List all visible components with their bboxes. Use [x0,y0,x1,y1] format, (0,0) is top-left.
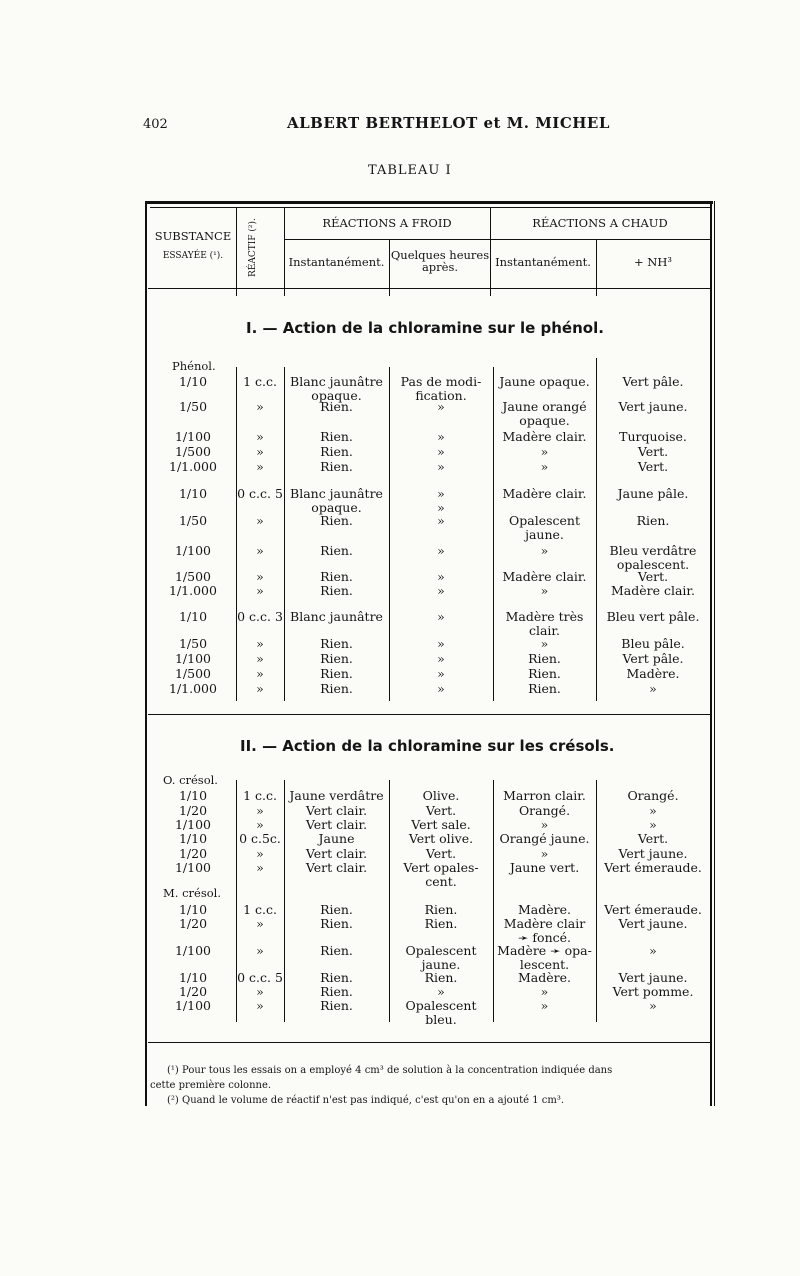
cell-conc: 1/20 [178,846,208,861]
cell-apres: » [437,543,445,558]
cell-conc: 1/100 [174,943,212,958]
cell-conc: 1/10 [178,374,208,389]
col-header-quelques-heures: Quelques heures après. [390,248,490,275]
cell-nh3: Madère clair. [610,583,696,598]
col-header-substance: SUBSTANCE [154,229,232,243]
cell-apres: » [437,513,445,528]
cell-nh3: Vert jaune. [618,916,688,931]
cell-nh3: » [649,803,657,818]
cell-apres: Vert. [425,846,457,861]
cell-reactif: » [256,569,264,584]
table-title: TABLEAU I [368,163,452,178]
cell-conc: 1/100 [174,429,212,444]
cell-reactif: » [256,399,264,414]
cell-conc: 1/1.000 [169,583,217,598]
cell-conc: 1/100 [174,998,212,1013]
section-title-cresols: II. — Action de la chloramine sur les crésols. [240,737,615,755]
cell-inst: Vert clair. [305,817,368,832]
cell-conc: 1/10 [178,970,208,985]
col-divider-header [236,208,237,296]
cell-chaud: Rien. [528,651,561,666]
cell-chaud: Madère ➛ opa- lescent. [497,943,592,972]
cell-inst: Blanc jaunâtre [290,609,383,624]
cell-reactif: » [256,636,264,651]
cell-inst: Rien. [320,399,353,414]
cell-apres: » [437,459,445,474]
col-header-instant-froid: Instantanément. [288,255,385,269]
cell-apres: » [437,444,445,459]
cell-inst: Blanc jaunâtre opaque. [290,486,383,515]
cell-conc: 1/1.000 [169,681,217,696]
cell-conc: 1/20 [178,803,208,818]
cell-chaud: » [540,459,549,474]
cell-conc: 1/100 [174,543,212,558]
cell-inst: Rien. [320,583,353,598]
footnote-1: (¹) Pour tous les essais on a employé 4 cm³ de solution à la concentration indiquée dans [167,1065,613,1076]
group-label-m-cresol: M. crésol. [163,886,221,900]
section-title-phenol: I. — Action de la chloramine sur le phénol. [246,319,604,337]
cell-chaud: Madère clair. [502,429,587,444]
footnote-1-cont: cette première colonne. [150,1080,272,1091]
cell-chaud: Orangé jaune. [499,831,590,846]
cell-nh3: Vert. [637,831,669,846]
cell-reactif: 0 c.c. 3 [237,609,283,624]
cell-conc: 1/10 [178,831,208,846]
cell-nh3: Vert pâle. [622,374,684,389]
cell-reactif: » [256,583,264,598]
cell-nh3: Vert jaune. [618,399,688,414]
cell-reactif: » [256,651,264,666]
cell-nh3: Bleu verdâtre opalescent. [609,543,697,572]
cell-reactif: » [256,459,264,474]
cell-inst: Jaune verdâtre [289,788,384,803]
cell-inst: Rien. [320,943,353,958]
cell-inst: Vert clair. [305,860,368,875]
cell-apres: » [437,666,445,681]
cell-reactif: » [256,998,264,1013]
cell-nh3: Rien. [636,513,670,528]
cell-conc: 1/1.000 [169,459,217,474]
cell-apres: » [437,569,445,584]
cell-inst: Rien. [320,429,353,444]
cell-inst: Blanc jaunâtre opaque. [290,374,383,403]
cell-nh3: Vert. [637,569,669,584]
cell-nh3: Vert jaune. [618,970,688,985]
group-label-phenol: Phénol. [172,359,216,373]
cell-chaud: Marron clair. [503,788,586,803]
cell-nh3: Vert émeraude. [604,902,702,917]
cell-reactif: » [256,943,264,958]
cell-inst: Jaune [318,831,355,846]
cell-apres: » [437,429,445,444]
cell-apres: » [437,609,445,624]
cell-reactif: 0 c.c. 5 [237,970,283,985]
cell-chaud: Jaune vert. [509,860,580,875]
cell-reactif: 1 c.c. [243,788,277,803]
header-bottom-rule [148,288,710,289]
cell-chaud: Rien. [528,681,561,696]
cell-apres: Opalescent bleu. [405,998,477,1027]
table-right-border [710,201,712,1106]
cell-nh3: Vert jaune. [618,846,688,861]
table-right-border-outer [714,201,715,1106]
cell-apres: » [437,651,445,666]
cell-conc: 1/50 [178,513,208,528]
cell-reactif: 1 c.c. [243,374,277,389]
section-divider-rule [148,714,710,715]
cell-reactif: » [256,666,264,681]
cell-nh3: Turquoise. [619,429,687,444]
cell-conc: 1/100 [174,651,212,666]
cell-reactif: » [256,681,264,696]
cell-apres: » [437,399,445,414]
cell-chaud: Jaune opaque. [499,374,590,389]
cell-chaud: Jaune orangé opaque. [502,399,587,428]
cell-nh3: Vert. [637,444,669,459]
cell-reactif: » [256,860,264,875]
col-header-nh3: + NH³ [634,255,672,269]
cell-nh3: » [649,943,657,958]
cell-reactif: » [256,803,264,818]
cell-nh3: » [649,817,657,832]
cell-chaud: Madère clair ➛ foncé. [503,916,586,945]
cell-nh3: Vert pomme. [612,984,694,999]
cell-apres: Olive. [422,788,460,803]
cell-apres: » [437,681,445,696]
table-top-border [145,201,713,204]
cell-conc: 1/500 [174,666,212,681]
cell-chaud: » [540,444,549,459]
cell-inst: Vert clair. [305,803,368,818]
cell-chaud: » [540,636,549,651]
cell-inst: Rien. [320,651,353,666]
cell-nh3: Vert pâle. [622,651,684,666]
cell-reactif: 1 c.c. [243,902,277,917]
cell-reactif: » [256,846,264,861]
page-number: 402 [143,117,168,132]
cell-apres: » [437,636,445,651]
cell-conc: 1/10 [178,609,208,624]
cell-inst: Vert clair. [305,846,368,861]
col-header-reactif: RÉACTIF (²). [248,218,258,278]
cell-conc: 1/100 [174,860,212,875]
cell-apres: » » [437,486,445,515]
cell-conc: 1/20 [178,916,208,931]
cell-chaud: Rien. [528,666,561,681]
cell-apres: Rien. [424,970,458,985]
cell-inst: Rien. [320,970,353,985]
cell-conc: 1/10 [178,902,208,917]
cell-nh3: Jaune pâle. [617,486,689,501]
cell-apres: Opalescent jaune. [405,943,477,972]
cell-reactif: 0 c.c. 5 [237,486,283,501]
cell-chaud: Madère clair. [502,486,587,501]
cell-inst: Rien. [320,984,353,999]
cell-reactif: » [256,429,264,444]
col-header-instant-chaud: Instantanément. [495,255,591,269]
col-header-froid: RÉACTIONS A FROID [322,216,452,230]
cell-nh3: Vert. [637,459,669,474]
cell-nh3: Bleu pâle. [621,636,685,651]
cell-chaud: Madère. [518,902,571,917]
cell-inst: Rien. [320,459,353,474]
cell-reactif: » [256,817,264,832]
cell-apres: Vert sale. [411,817,471,832]
cell-conc: 1/50 [178,636,208,651]
cell-conc: 1/500 [174,569,212,584]
cell-chaud: Orangé. [518,803,571,818]
cell-nh3: » [649,681,657,696]
cell-nh3: Orangé. [627,788,679,803]
cell-inst: Rien. [320,916,353,931]
cell-reactif: » [256,916,264,931]
cell-inst: Rien. [320,636,353,651]
cell-chaud: Madère clair. [502,569,587,584]
cell-inst: Rien. [320,513,353,528]
cell-chaud: Madère. [518,970,571,985]
cell-inst: Rien. [320,666,353,681]
cell-chaud: Madère très clair. [505,609,584,638]
cell-apres: Rien. [424,916,458,931]
cell-conc: 1/100 [174,817,212,832]
cell-conc: 1/500 [174,444,212,459]
cell-nh3: Bleu vert pâle. [606,609,700,624]
group-label-o-cresol: O. crésol. [163,773,218,787]
cell-chaud: » [540,998,549,1013]
cell-reactif: » [256,513,264,528]
cell-chaud: » [540,984,549,999]
cell-inst: Rien. [320,681,353,696]
cell-reactif: » [256,984,264,999]
cell-nh3: Vert émeraude. [604,860,702,875]
cell-nh3: » [649,998,657,1013]
cell-reactif: » [256,543,264,558]
table-left-border [145,201,147,1106]
cell-chaud: » [540,846,549,861]
cell-chaud: » [540,583,549,598]
col-header-chaud: RÉACTIONS A CHAUD [532,216,668,230]
cell-apres: Rien. [424,902,458,917]
cell-reactif: » [256,444,264,459]
cell-inst: Rien. [320,902,353,917]
cell-apres: » [437,984,445,999]
cell-inst: Rien. [320,444,353,459]
table-top-border-inner [150,207,710,208]
cell-inst: Rien. [320,569,353,584]
cell-apres: » [437,583,445,598]
footnote-2: (²) Quand le volume de réactif n'est pas indiqué, c'est qu'on en a ajouté 1 cm³. [167,1095,565,1106]
footnote-rule [148,1042,710,1043]
cell-chaud: » [540,817,549,832]
cell-conc: 1/10 [178,788,208,803]
cell-inst: Rien. [320,998,353,1013]
col-header-substance-sub: ESSAYÉE (¹). [162,251,224,261]
cell-apres: Vert. [425,803,457,818]
cell-apres: Pas de modi- fication. [400,374,482,403]
cell-chaud: » [540,543,549,558]
cell-chaud: Opalescent jaune. [509,513,580,542]
running-title: ALBERT BERTHELOT et M. MICHEL [287,114,610,132]
cell-conc: 1/20 [178,984,208,999]
cell-inst: Rien. [320,543,353,558]
cell-reactif: 0 c.5c. [239,831,281,846]
cell-nh3: Madère. [626,666,680,681]
cell-conc: 1/50 [178,399,208,414]
subheader-rule [284,239,710,240]
cell-conc: 1/10 [178,486,208,501]
cell-apres: Vert olive. [408,831,474,846]
cell-apres: Vert opales- cent. [403,860,479,889]
